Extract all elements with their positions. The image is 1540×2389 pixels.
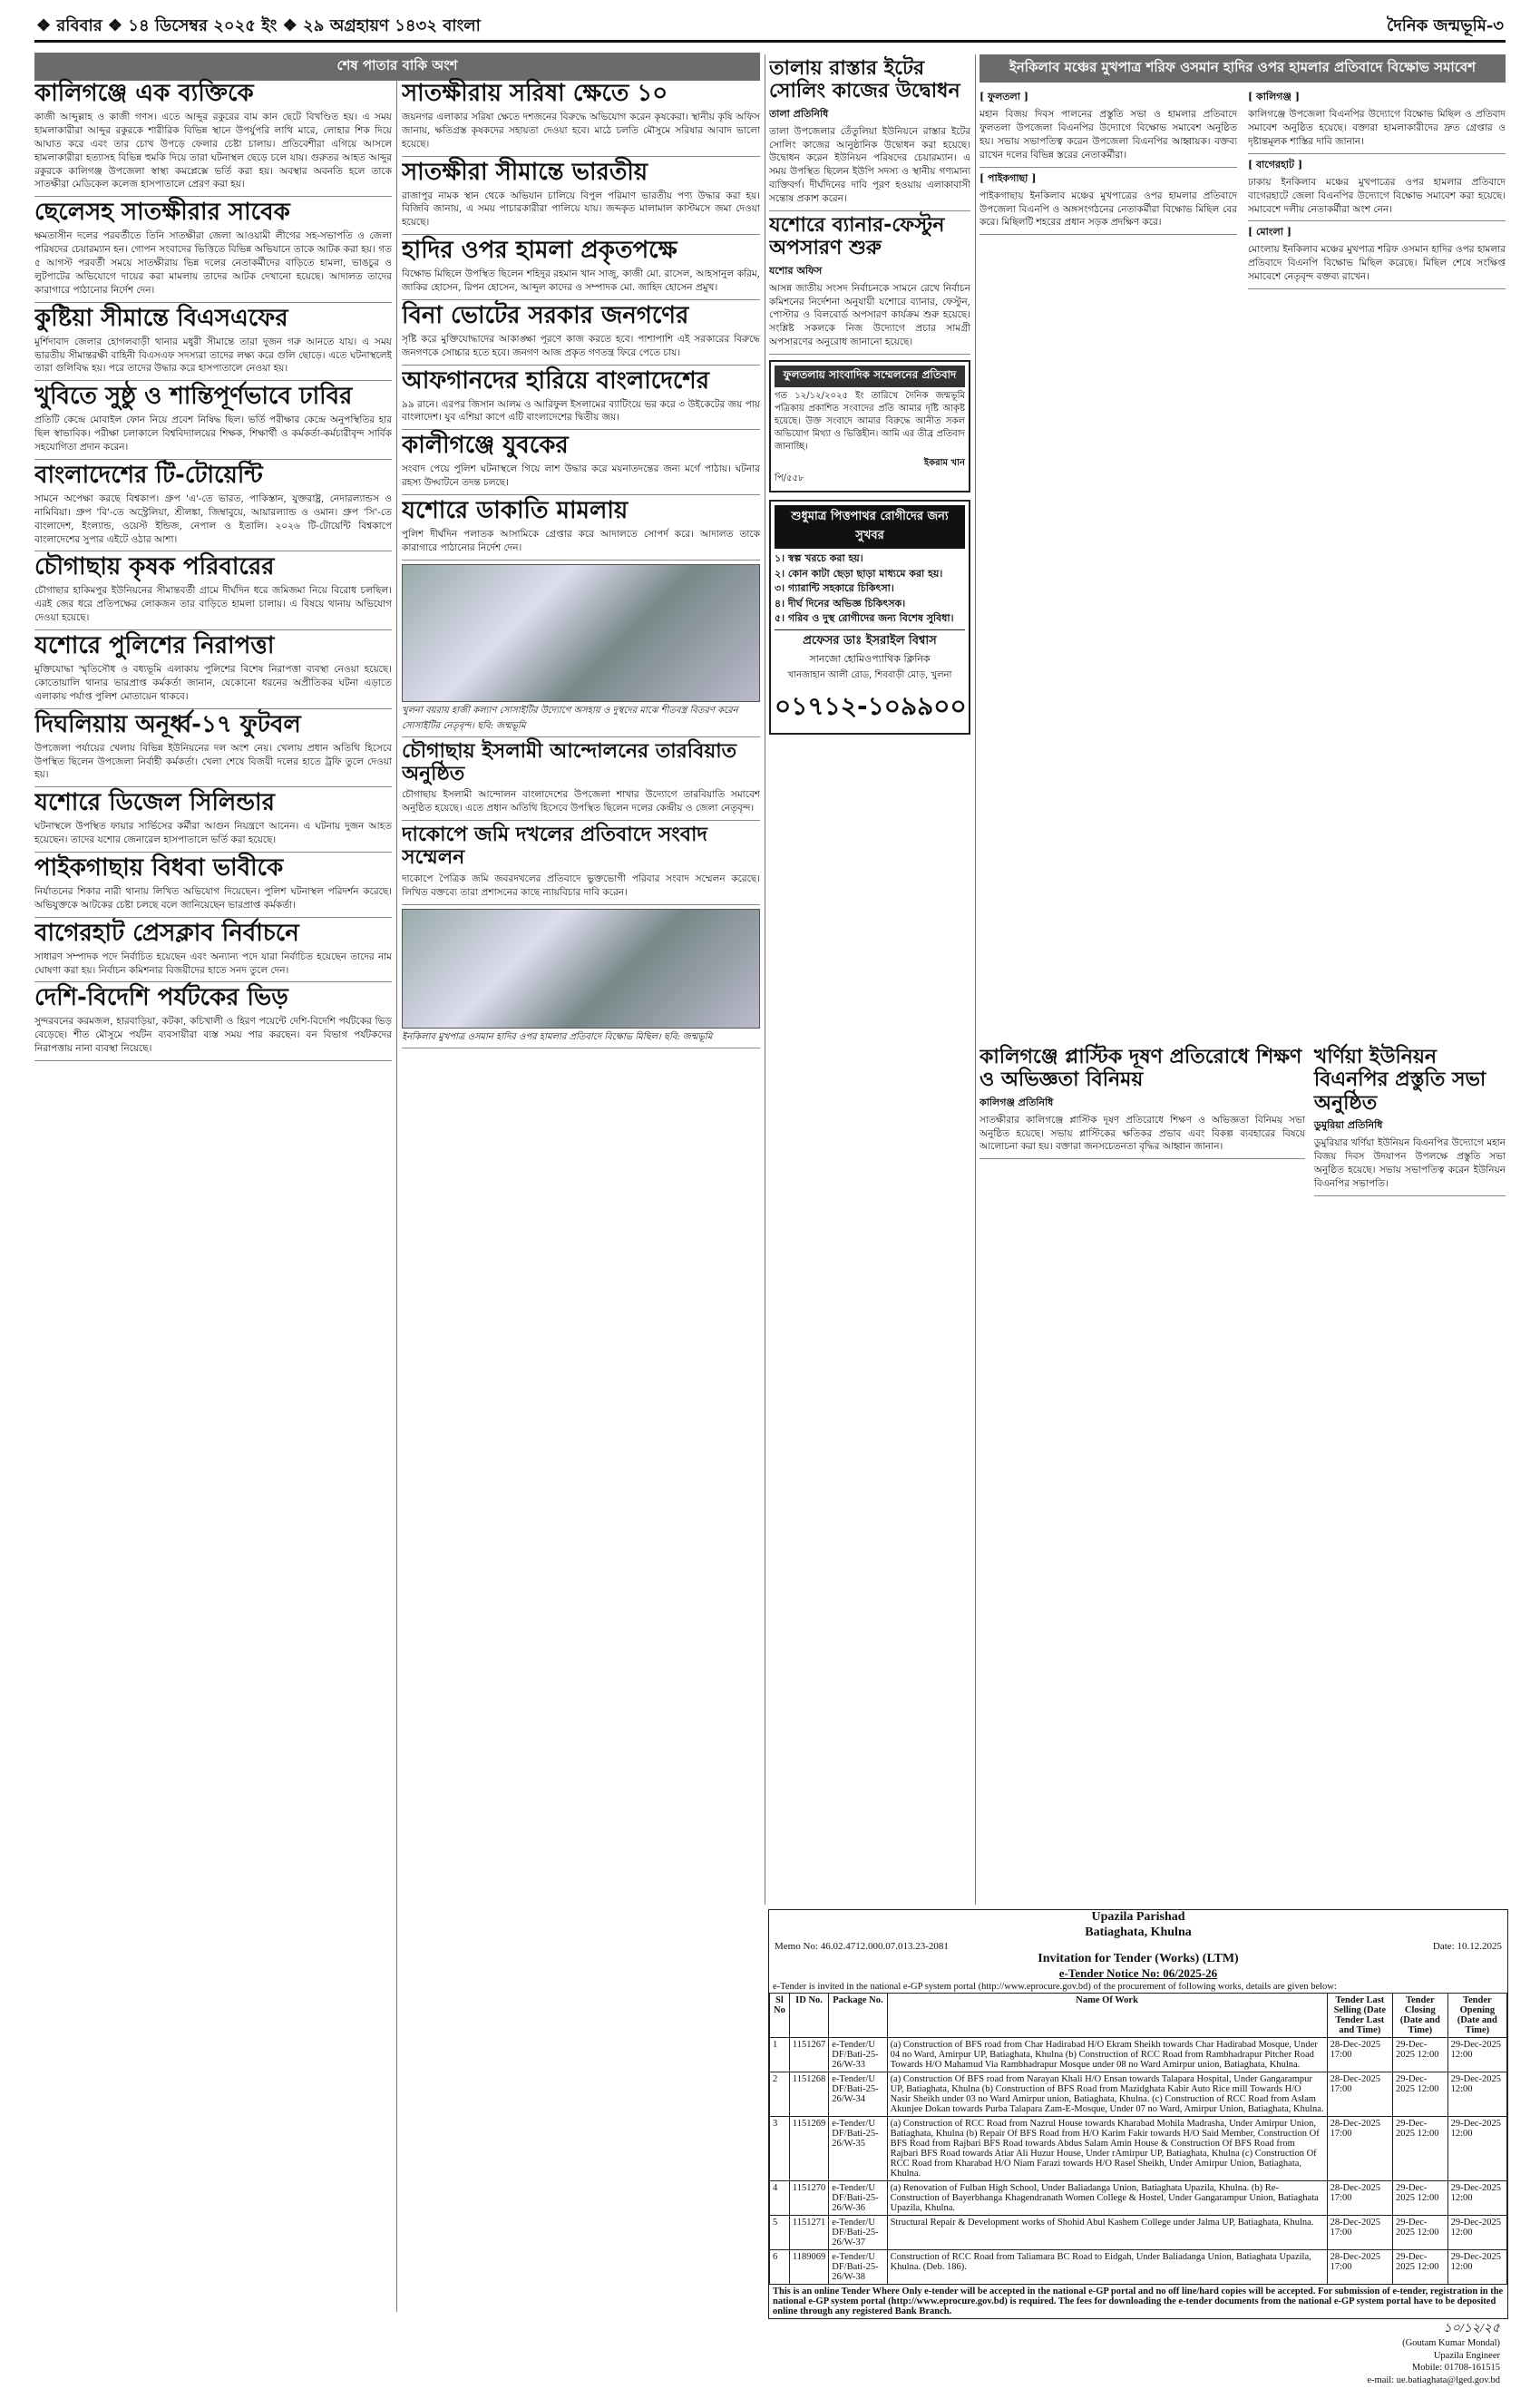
article-body: বিক্ষোভ মিছিলে উপস্থিত ছিলেন শহিদুর রহমান খান সাজু, কাজী মো. রাসেল, আহসানুল করিম, জাকির হোসেন, রিপন হোসেন, আব্দুল কাদের ও সম্পাদক মো. জাহিদ হোসেন প্রমুখ। xyxy=(402,268,760,294)
article-body: সামনে অপেক্ষা করছে বিশ্বকাপ। গ্রুপ 'এ'-তে ভারত, পাকিস্তান, যুক্তরাষ্ট্র, নেদারল্যান্ডস ও নামিবিয়া। গ্রুপ 'বি'-তে অস্ট্রেলিয়া, শ্রীলঙ্কা, জিম্বাবুয়ে, আয়ারল্যান্ড ও ওমান। গ্রুপ 'সি'-তে বাংলাদেশ, ইংল্যান্ড, ওয়েস্ট ইন্ডিজ, নেপাল ও ইতালি। ২০২৬ টি-টোয়েন্টি বিশ্বকাপে বাংলাদেশের সুপার এইটে ওঠার আশা। xyxy=(34,492,392,545)
tender-cell: 1151270 xyxy=(789,2180,828,2215)
subreport-body: ঢাকায় ইনকিলাব মঞ্চের মুখপাত্রের ওপর হামলার প্রতিবাদে বাগেরহাটে জেলা বিএনপির উদ্যোগে বিক্ষোভ সমাবেশ করা হয়েছে। সমাবেশে দলীয় নেতাকর্মীরা অংশ নেন। xyxy=(1248,176,1506,215)
section-band: শেষ পাতার বাকি অংশ xyxy=(34,53,760,81)
article-body: তালা উপজেলার তেঁতুলিয়া ইউনিয়নে রাস্তার ইটের সোলিং কাজের আনুষ্ঠানিক উদ্বোধন করা হয়েছে। উদ্বোধন করেন ইউনিয়ন পরিষদের চেয়ারম্যান। এ সময় উপস্থিত ছিলেন ইউপি সদস্য ও স্থানীয় গণ্যমান্য ব্যক্তিবর্গ। দীর্ঘদিনের দাবি পূরণ হওয়ায় এলাকাবাসী সন্তোষ প্রকাশ করেন। xyxy=(769,125,970,205)
news-article xyxy=(34,630,392,709)
news-subreport xyxy=(1248,221,1506,289)
section-band-wrap xyxy=(34,53,760,81)
tender-cell: 1151271 xyxy=(789,2215,828,2249)
table-row xyxy=(770,2215,1507,2249)
tender-column-header: Tender Last Selling (Date Tender Last and Time) xyxy=(1327,1993,1392,2037)
tender-cell: 4 xyxy=(770,2180,790,2215)
tender-cell: 29-Dec-2025 12:00 xyxy=(1392,2180,1447,2215)
article-byline: ডুমুরিয়া প্রতিনিধি xyxy=(1313,1118,1383,1131)
tender-cell: 6 xyxy=(770,2249,790,2284)
tender-cell: e-Tender/U DF/Bati-25-26/W-33 xyxy=(829,2037,887,2072)
tender-title: Invitation for Tender (Works) (LTM) xyxy=(1038,1951,1239,1965)
col4-banner: ইনকিলাব মঞ্চের মুখপাত্র শরিফ ওসমান হাদির ওপর হামলার প্রতিবাদে বিক্ষোভ সমাবেশ xyxy=(980,54,1506,83)
article-headline[interactable]: বাংলাদেশের টি-টোয়েন্টি xyxy=(34,461,263,489)
column-rule xyxy=(975,54,976,1905)
tender-cell: 28-Dec-2025 17:00 xyxy=(1327,2037,1392,2072)
tender-cell: 28-Dec-2025 17:00 xyxy=(1327,2249,1392,2284)
tender-place: Batiaghata, Khulna xyxy=(1085,1925,1192,1939)
article-headline[interactable]: দিঘলিয়ায় অনূর্ধ্ব-১৭ ফুটবল xyxy=(34,710,301,738)
ad-line: ১। স্বল্প খরচে করা হয়। xyxy=(775,552,863,565)
tender-cell: 29-Dec-2025 12:00 xyxy=(1447,2180,1506,2215)
subreport-place: [ কালিগঞ্জ ] xyxy=(1248,91,1300,102)
signature-mark: ১০/১২/২৫ xyxy=(1443,2321,1500,2335)
news-photo xyxy=(402,564,760,702)
tender-cell: 28-Dec-2025 17:00 xyxy=(1327,2072,1392,2116)
tender-cell: 1151269 xyxy=(789,2116,828,2180)
column-4-lower xyxy=(980,1043,1506,1905)
table-row xyxy=(770,2116,1507,2180)
news-article xyxy=(402,430,760,495)
tender-cell: (a) Renovation of Fulban High School, Under Baliadanga Union, Batiaghata Upazila, Khulna. (b) Re-Construction of Bayerbhanga Khagendranath Women College & Hostel, Under Gangarampur Union, Batiaghata Upazila, Khulna. xyxy=(887,2180,1327,2215)
tender-cell: 1 xyxy=(770,2037,790,2072)
page-masthead: দৈনিক জন্মভূমি-৩ xyxy=(1387,16,1504,35)
header-rule xyxy=(34,40,1506,43)
tender-column-header: ID No. xyxy=(789,1993,828,2037)
article-headline[interactable]: যশোরে ব্যানার-ফেস্টুন অপসারণ শুরু xyxy=(769,214,945,260)
tender-cell: 29-Dec-2025 12:00 xyxy=(1447,2037,1506,2072)
news-article xyxy=(402,78,760,157)
article-body: ৯৯ রানে। এরপর জিসান আলম ও আরিফুল ইসলামের ব্যাটিংয়ে ভর করে ৩ উইকেটের জয় পায় বাংলাদেশ। যুব এশিয়া কাপে এটি বাংলাদেশের দ্বিতীয় জয়। xyxy=(402,398,760,424)
article-body: প্রতিটি কেন্দ্রে মোবাইল ফোন নিয়ে প্রবেশ নিষিদ্ধ ছিল। ভর্তি পরীক্ষার কেন্দ্রে অনুপস্থিতির হার ছিল স্বাভাবিক। পরীক্ষা চলাকালে বিশ্ববিদ্যালয়ের শিক্ষক, শিক্ষার্থী ও কর্মকর্তা-কর্মচারীবৃন্দ সার্বিক সহযোগিতা প্রদান করেন। xyxy=(34,414,392,453)
news-article xyxy=(402,157,760,236)
tender-cell: 1151268 xyxy=(789,2072,828,2116)
tender-cell: 29-Dec-2025 12:00 xyxy=(1447,2072,1506,2116)
subreport-body: মোংলায় ইনকিলাব মঞ্চের মুখপাত্র শরিফ ওসমান হাদির ওপর হামলার প্রতিবাদে বিএনপি বিক্ষোভ মিছিল করেছে। মিছিল শেষে সংক্ষিপ্ত সমাবেশে নেতৃবৃন্দ বক্তব্য রাখেন। xyxy=(1248,244,1506,283)
column-2 xyxy=(402,78,760,2314)
tender-column-header: Sl No xyxy=(770,1993,790,2037)
tender-cell: Construction of RCC Road from Taliamara BC Road to Eidgah, Under Baliadanga Union, Batiaghata Upazila, Khulna. (Deb. 186). xyxy=(887,2249,1327,2284)
tender-cell: 29-Dec-2025 12:00 xyxy=(1447,2116,1506,2180)
article-headline[interactable]: আফগানদের হারিয়ে বাংলাদেশের xyxy=(402,366,709,395)
protest-notice-title: ফুলতলায় সাংবাদিক সম্মেলনের প্রতিবাদ xyxy=(775,366,965,387)
table-row xyxy=(770,2249,1507,2284)
tender-date: Date: 10.12.2025 xyxy=(1432,1940,1502,1952)
news-subreport xyxy=(1248,154,1506,222)
news-article xyxy=(769,211,970,355)
page-date-line: ❖ রবিবার ❖ ১৪ ডিসেম্বর ২০২৫ ইং ❖ ২৯ অগ্রহায়ণ ১৪৩২ বাংলা xyxy=(36,16,481,35)
article-body: দাকোপে পৈত্রিক জমি জবরদখলের প্রতিবাদে ভুক্তভোগী পরিবার সংবাদ সম্মেলন করেছে। লিখিত বক্তব্যে তারা প্রশাসনের কাছে ন্যায়বিচার দাবি করেন। xyxy=(402,873,760,898)
article-headline[interactable]: ছেলেসহ সাতক্ষীরার সাবেক xyxy=(34,199,290,227)
article-headline[interactable]: কালিগঞ্জে এক ব্যক্তিকে xyxy=(34,80,254,107)
article-body: ঘটনাস্থলে উপস্থিত ফায়ার সার্ভিসের কর্মীরা আগুন নিয়ন্ত্রণে আনেন। এ ঘটনায় দুজন আহত হয়েছেন। তাদের যশোর জেনারেল হাসপাতালে ভর্তি করা হয়েছে। xyxy=(34,821,392,846)
article-byline: যশোর অফিস xyxy=(769,264,823,277)
article-headline[interactable]: খুবিতে সুষ্ঠু ও শান্তিপূর্ণভাবে ঢাবির xyxy=(34,383,353,411)
ad-line: ২। কোন কাটা ছেড়া ছাড়া মাধ্যমে করা হয়। xyxy=(775,567,943,580)
subreport-place: [ পাইকগাছা ] xyxy=(980,171,1037,184)
tender-cell: 29-Dec-2025 12:00 xyxy=(1392,2215,1447,2249)
article-headline[interactable]: সাতক্ষীরা সীমান্তে ভারতীয় xyxy=(402,158,648,186)
article-body: জয়নগর এলাকার সরিষা ক্ষেতে দশজনের বিরুদ্ধে অভিযোগ করেন কৃষকেরা। স্থানীয় কৃষি অফিস জানায়, ক্ষতিগ্রস্ত কৃষকদের সহায়তা দেওয়া হবে। মাঠে চলতি মৌসুমে সরিষার আবাদ ভালো হয়েছে। xyxy=(402,111,760,150)
article-body: চৌগাছায় ইসলামী আন্দোলন বাংলাদেশের উপজেলা শাখার উদ্যোগে তারবিয়াতি সমাবেশ অনুষ্ঠিত হয়েছে। এতে প্রধান অতিথি হিসেবে উপস্থিত ছিলেন দলের কেন্দ্রীয় ও জেলা নেতৃবৃন্দ। xyxy=(402,789,760,814)
article-headline[interactable]: চৌগাছায় ইসলামী আন্দোলনের তারবিয়াত অনুষ্ঠিত xyxy=(402,739,737,786)
tender-cell: 28-Dec-2025 17:00 xyxy=(1327,2180,1392,2215)
article-headline[interactable]: কালীগঞ্জে যুবকের xyxy=(402,432,569,460)
photo-caption: খুলনা বয়রায় হাজী কল্যাণ সোসাইটির উদ্যোগে অসহায় ও দুস্থদের মাঝে শীতবস্ত্র বিতরণ করেন সোসাইটির নেতৃবৃন্দ। ছবি: জন্মভূমি xyxy=(402,702,760,737)
news-article xyxy=(402,300,760,366)
article-headline[interactable]: সাতক্ষীরায় সরিষা ক্ষেতে ১০ xyxy=(402,80,668,107)
article-headline[interactable]: বিনা ভোটের সরকার জনগণের xyxy=(402,301,689,329)
news-article xyxy=(34,709,392,788)
ad-line: ৪। দীর্ঘ দিনের অভিজ্ঞ চিকিৎসক। xyxy=(775,597,906,609)
article-headline[interactable]: বাগেরহাট প্রেসক্লাব নির্বাচনে xyxy=(34,919,299,947)
news-article xyxy=(34,787,392,853)
tender-column-header: Tender Closing (Date and Time) xyxy=(1392,1993,1447,2037)
article-body: পুলিশ দীর্ঘদিন পলাতক আসামিকে গ্রেপ্তার করে আদালতে সোপর্দ করে। আদালত তাকে কারাগারে পাঠানোর নির্দেশ দেন। xyxy=(402,528,760,553)
medical-ad xyxy=(769,500,970,735)
tender-cell: Structural Repair & Development works of Shohid Abul Kashem College under Jalma UP, Batiaghata, Khulna. xyxy=(887,2215,1327,2249)
news-article xyxy=(34,381,392,460)
tender-cell: 29-Dec-2025 12:00 xyxy=(1392,2072,1447,2116)
tender-cell: 28-Dec-2025 17:00 xyxy=(1327,2215,1392,2249)
tender-cell: 29-Dec-2025 12:00 xyxy=(1392,2249,1447,2284)
article-byline: তালা প্রতিনিধি xyxy=(769,107,829,120)
tender-notice-no: e-Tender Notice No: 06/2025-26 xyxy=(1058,1966,1218,1981)
tender-table xyxy=(769,1993,1507,2285)
article-body: চৌগাছার হাকিমপুর ইউনিয়নের সীমান্তবর্তী গ্রামে দীর্ঘদিন ধরে জমিজমা নিয়ে বিরোধ চলছিল। এরই জের ধরে প্রতিপক্ষের লোকজন তার বাড়িতে হামলা চালায়। এ বিষয়ে থানায় অভিযোগ দেওয়া হয়েছে। xyxy=(34,585,392,624)
news-article xyxy=(980,1043,1305,1159)
signatory-name: (Goutam Kumar Mondal) xyxy=(1402,2338,1500,2349)
signatory-title: Upazila Engineer xyxy=(1433,2350,1500,2361)
table-row xyxy=(770,2072,1507,2116)
column-4 xyxy=(980,54,1506,1038)
news-article xyxy=(402,235,760,300)
article-headline[interactable]: কুষ্টিয়া সীমান্তে বিএসএফের xyxy=(34,304,288,332)
protest-notice-sign: ইকরাম খান xyxy=(923,458,965,469)
tender-office: Upazila Parishad xyxy=(1091,1910,1185,1924)
ad-address: খানজাহান আলী রোড, শিববাড়ী মোড়, খুলনা xyxy=(787,669,952,680)
tender-notice xyxy=(768,1909,1508,2386)
tender-cell: 5 xyxy=(770,2215,790,2249)
protest-notice-ref: পি/৫৫৮ xyxy=(775,473,804,484)
tender-cell: 29-Dec-2025 12:00 xyxy=(1447,2249,1506,2284)
news-article xyxy=(34,982,392,1061)
tender-cell: 1151267 xyxy=(789,2037,828,2072)
news-article xyxy=(34,551,392,630)
article-body: ডুমুরিয়ার খর্ণিয়া ইউনিয়ন বিএনপির উদ্যোগে মহান বিজয় দিবস উদযাপন উপলক্ষে প্রস্তুতি সভা অনুষ্ঠিত হয়েছে। সভায় সভাপতিত্ব করেন ইউনিয়ন বিএনপির সভাপতি। xyxy=(1313,1136,1506,1189)
table-row xyxy=(770,2037,1507,2072)
tender-cell: e-Tender/U DF/Bati-25-26/W-35 xyxy=(829,2116,887,2180)
news-article xyxy=(34,918,392,983)
article-body: সৃষ্টি করে মুক্তিযোদ্ধাদের আকাঙ্ক্ষা পূরণে কাজ করতে হবে। পাশাপাশি এই সরকারের বিরুদ্ধে জনগণকে সোচ্চার হতে হবে। জনগণ আজ প্রকৃত গণতন্ত্র ফিরে পেতে চায়। xyxy=(402,333,760,358)
news-article xyxy=(34,78,392,197)
news-photo xyxy=(402,909,760,1029)
subreport-body: মহান বিজয় দিবস পালনের প্রস্তুতি সভা ও হামলার প্রতিবাদে ফুলতলা উপজেলা বিএনপির উদ্যোগে বিক্ষোভ সমাবেশ অনুষ্ঠিত হয়। সভায় সভাপতিত্ব করেন উপজেলা বিএনপির আহ্বায়ক। বক্তব্য রাখেন দলের বিভিন্ন স্তরের নেতাকর্মীরা। xyxy=(980,109,1237,161)
protest-notice-box xyxy=(769,360,970,492)
news-article xyxy=(402,821,760,904)
ad-line: ৫। গরিব ও দুস্থ রোগীদের জন্য বিশেষ সুবিধা। xyxy=(775,612,954,625)
column-1 xyxy=(34,78,392,2314)
article-body: কাজী আব্দুল্লাহ ও কাজী গণস। এতে আব্দুর রকুরের বাম কান ছেটে বিখণ্ডিত হয়। এ সময় হামলাকারীরা আব্দুর রকুরকে শারীরিক বিভিন্ন স্থানে উপর্যুপরি লাথি মারে, লোহার শিক দিয়ে আঘাত করে এবং তার চোখ উপড়ে ফেলার চেষ্টা চালায়। প্রতিবেশীরা এগিয়ে আসলে হামলাকারীরা হত্যাসহ বিভিন্ন হুমকি দিয়ে তারা ঘটনাস্থল ছেড়ে চলে যায়। গুরুতর আহত আব্দুর রকুরকে কালিগঞ্জ উপজেলা স্বাস্থ্য কমপ্লেক্সে ভর্তি করা হয়। অবস্থার অবনতি হলে তাকে সাতক্ষীরা মেডিকেল কলেজ হাসপাতালে প্রেরণ করা হয়। xyxy=(34,111,392,190)
article-body: মুক্তিযোদ্ধা স্মৃতিসৌধ ও বধ্যভূমি এলাকায় পুলিশের বিশেষ নিরাপত্তা ব্যবস্থা নেওয়া হয়েছে। কোতোয়ালি থানার ভারপ্রাপ্ত কর্মকর্তা জানান, যেকোনো ধরনের অপ্রীতিকর ঘটনা এড়াতে এলাকায় পর্যাপ্ত পুলিশ মোতায়েন থাকবে। xyxy=(34,663,392,702)
signatory-mobile: Mobile: 01708-161515 xyxy=(1411,2363,1500,2374)
article-body: সুন্দরবনের করমজল, হারবাড়িয়া, কটকা, কচিখালী ও হিরণ পয়েন্টে দেশি-বিদেশি পর্যটকের ভিড় বেড়েছে। শীত মৌসুমে পর্যটন ব্যবসায়ীরা ব্যস্ত সময় পার করছেন। বন বিভাগ পর্যটকদের নিরাপত্তায় নানা ব্যবস্থা নিয়েছে। xyxy=(34,1016,392,1055)
news-article xyxy=(402,495,760,561)
tender-cell: e-Tender/U DF/Bati-25-26/W-36 xyxy=(829,2180,887,2215)
tender-intro: e-Tender is invited in the national e-GP system portal (http://www.eprocure.gov.bd) of the procurement of following works, details are given below: xyxy=(773,1981,1337,1992)
lower-article-column xyxy=(980,1043,1305,1196)
news-article xyxy=(769,54,970,211)
article-headline[interactable]: হাদির ওপর হামলা প্রকৃতপক্ষে xyxy=(402,237,677,265)
news-article xyxy=(1314,1043,1506,1196)
news-subreport xyxy=(1248,86,1506,154)
article-headline[interactable]: দাকোপে জমি দখলের প্রতিবাদে সংবাদ সম্মেলন xyxy=(402,824,707,870)
article-body: রাজাপুর নামক স্থান থেকে অভিযান চালিয়ে বিপুল পরিমাণ ভারতীয় পণ্য উদ্ধার করা হয়। বিজিবি জানায়, এ সময় পাচারকারীরা পালিয়ে যায়। জব্দকৃত মালামাল কাস্টমসে জমা দেওয়া হয়েছে। xyxy=(402,190,760,229)
column-3 xyxy=(769,54,970,1905)
tender-cell: e-Tender/U DF/Bati-25-26/W-38 xyxy=(829,2249,887,2284)
ad-title: শুধুমাত্র পিত্তপাথর রোগীদের জন্য সুখবর xyxy=(775,505,965,549)
news-article xyxy=(34,460,392,552)
article-headline[interactable]: খর্ণিয়া ইউনিয়ন বিএনপির প্রস্তুতি সভা অনুষ্ঠিত xyxy=(1313,1046,1486,1115)
tender-cell: (a) Construction of RCC Road from Nazrul House towards Kharabad Mohila Madrasha, Under Amirpur Union, Batiaghata, Khulna (b) Repair Of BFS Road from H/O Karim Fakir towards H/O Said Member, Construction Of BFS Road from Rajbari BFS Road towards Abdus Salam Amin House & Construction Of BFS Road from Rajbari BFS Road towards Atiar Ali Huzur House, Under rAmirpur UP, Batiaghata, Khulna (c) Construction Of RCC Road from Kharabad H/O Niam Farazi towards H/O Rasel Sheikh, Under Amirpur Union, Batiaghata, Khulna. xyxy=(887,2116,1327,2180)
ad-phone: ০১৭১২-১০৯৯০০ xyxy=(775,690,967,721)
ad-doctor: প্রফেসর ডাঃ ইসরাইল বিশ্বাস xyxy=(775,629,965,651)
lower-article-column xyxy=(1314,1043,1506,1196)
news-subreport xyxy=(980,86,1237,168)
article-headline[interactable]: পাইকগাছায় বিধবা ভাবীকে xyxy=(34,854,284,882)
tender-footer: This is an online Tender Where Only e-tender will be accepted in the national e-GP portal and no off line/hard copies will be accepted. For submission of e-tender, registration in the national e-GP system portal (http://www.eprocure.gov.bd) is required. The fees for downloading the e-tender documents from the national e-GP system portal have to be deposited online through any registered Bank Branch. xyxy=(769,2285,1507,2319)
ad-clinic: সানজো হোমিওপ্যাথিক ক্লিনিক xyxy=(809,652,931,665)
article-body: উপজেলা পর্যায়ের খেলায় বিভিন্ন ইউনিয়নের দল অংশ নেয়। খেলায় প্রধান অতিথি হিসেবে উপস্থিত ছিলেন উপজেলা নির্বাহী কর্মকর্তা। খেলা শেষে বিজয়ী দলের হাতে ট্রফি তুলে দেওয়া হয়। xyxy=(34,742,392,781)
article-body: আসন্ন জাতীয় সংসদ নির্বাচনকে সামনে রেখে নির্বাচন কমিশনের নির্দেশনা অনুযায়ী যশোরে ব্যানার, ফেস্টুন, পোস্টার ও বিলবোর্ড অপসারণ কার্যক্রম শুরু হয়েছে। সংশ্লিষ্ট সকলকে নিজ উদ্যোগে প্রচার সামগ্রী অপসারণের অনুরোধ জানানো হয়েছে। xyxy=(769,282,970,348)
article-body: নির্যাতনের শিকার নারী থানায় লিখিত অভিযোগ দিয়েছেন। পুলিশ ঘটনাস্থল পরিদর্শন করেছে। অভিযুক্তকে আটকের চেষ্টা চলছে বলে জানিয়েছেন ভারপ্রাপ্ত কর্মকর্তা। xyxy=(34,885,392,911)
tender-column-header: Tender Opening (Date and Time) xyxy=(1447,1993,1506,2037)
tender-cell: 2 xyxy=(770,2072,790,2116)
tender-cell: (a) Construction Of BFS road from Narayan Khali H/O Ensan towards Talapara Hospital, Under Gangarampur UP, Batiaghata, Khulna (b) Construction of BFS Road from Mazidghata Kabir Auto Rice mill Towards H/O Nasir Sheikh under 03 no Ward Amirpur union, Batiaghata, Khulna. (c) Construction of RCC Road from Aslam Akunjee Dokan towards Purba Talapara Zam-E-Mosque, Under 07 no Ward, Amirpur Union, Batiaghata, Khulna. xyxy=(887,2072,1327,2116)
article-body: মুর্শিদাবাদ জেলার হোগলবাড়ী থানার মধুরী সীমান্তে তারা দুজন গরু আনতে যায়। এ সময় ভারতীয় সীমান্তরক্ষী বাহিনী বিএসএফ সদস্যরা তাদের লক্ষ্য করে গুলি ছোড়ে। এতে ঘটনাস্থলেই তারা গুলিবিদ্ধ হয়। পরে তাদের উদ্ধার করে হাসপাতালে নেওয়া হয়। xyxy=(34,336,392,375)
news-subreport xyxy=(980,168,1237,236)
tender-cell: 29-Dec-2025 12:00 xyxy=(1447,2215,1506,2249)
protest-notice-body: গত ১২/১২/২০২৫ ইং তারিখে দৈনিক জন্মভূমি পত্রিকায় প্রকাশিত সংবাদের প্রতি আমার দৃষ্টি আকৃষ্ট হয়েছে। উক্ত সংবাদে আমার বিরুদ্ধে আনীত সকল অভিযোগ মিথ্যা ও ভিত্তিহীন। আমি এর তীব্র প্রতিবাদ জানাচ্ছি। xyxy=(775,391,965,453)
photo-caption: ইনকিলাব মুখপাত্র ওসমান হাদির ওপর হামলার প্রতিবাদে বিক্ষোভ মিছিল। ছবি: জন্মভূমি xyxy=(402,1029,760,1048)
subreport-body: পাইকগাছায় ইনকিলাব মঞ্চের মুখপাত্রের ওপর হামলার প্রতিবাদে উপজেলা বিএনপি ও অঙ্গসংগঠনের নেতাকর্মীরা বিক্ষোভ মিছিল বের করে। মিছিলটি শহরের প্রধান সড়ক প্রদক্ষিণ করে। xyxy=(980,190,1237,229)
article-body: ক্ষমতাসীন দলের পরবর্তীতে তিনি সাতক্ষীরা জেলা আওয়ামী লীগের সহ-সভাপতি ও জেলা পরিষদের চেয়ারম্যান হন। গোপন সংবাদের ভিত্তিতে বিভিন্ন অভিযানে তাকে আটক করা হয়। গত ৫ আগস্ট পরবর্তী সময়ে সাতক্ষীরায় ভিন্ন দলের নেতাকর্মীদের বাড়িতে হামলা, ভাঙচুর ও লুটপাটের অভিযোগে দায়ের করা মামলায় তাদের আটক দেখানো হয়েছে। আদালত তাদের কারাগারে পাঠানোর নির্দেশ দেন। xyxy=(34,230,392,296)
subreport-place: [ ফুলতলা ] xyxy=(980,91,1028,102)
tender-memo: Memo No: 46.02.4712.000.07.013.23-2081 xyxy=(775,1940,949,1952)
news-article xyxy=(402,737,760,821)
subreport-place: [ মোংলা ] xyxy=(1248,226,1291,239)
ad-line: ৩। গ্যারান্টি সহকারে চিকিৎসা। xyxy=(775,582,894,595)
tender-column-header: Package No. xyxy=(829,1993,887,2037)
article-headline[interactable]: কালিগঞ্জে প্লাস্টিক দূষণ প্রতিরোধে শিক্ষণ ও অভিজ্ঞতা বিনিময় xyxy=(980,1046,1302,1092)
article-headline[interactable]: দেশি-বিদেশি পর্যটকের ভিড় xyxy=(34,984,288,1012)
subreport-place: [ বাগেরহাট ] xyxy=(1248,158,1303,171)
article-body: সংবাদ পেয়ে পুলিশ ঘটনাস্থলে গিয়ে লাশ উদ্ধার করে ময়নাতদন্তের জন্য মর্গে পাঠায়। ঘটনার রহস্য উদ্ঘাটনে তদন্ত চলছে। xyxy=(402,463,760,489)
tender-cell: e-Tender/U DF/Bati-25-26/W-37 xyxy=(829,2215,887,2249)
news-article xyxy=(34,853,392,918)
tender-cell: 29-Dec-2025 12:00 xyxy=(1392,2037,1447,2072)
tender-cell: e-Tender/U DF/Bati-25-26/W-34 xyxy=(829,2072,887,2116)
tender-cell: 1189069 xyxy=(789,2249,828,2284)
article-byline: কালিগঞ্জ প্রতিনিধি xyxy=(980,1096,1054,1108)
tender-cell: 3 xyxy=(770,2116,790,2180)
article-body: সাতক্ষীরার কালিগঞ্জে প্লাস্টিক দূষণ প্রতিরোধে শিক্ষণ ও অভিজ্ঞতা বিনিময় সভা অনুষ্ঠিত হয়েছে। সভায় প্লাস্টিকের ক্ষতিকর প্রভাব এবং বিকল্প ব্যবহারের বিষয়ে আলোচনা করা হয়। বক্তারা জনসচেতনতা বৃদ্ধির আহ্বান জানান। xyxy=(980,1114,1305,1153)
article-headline[interactable]: চৌগাছায় কৃষক পরিবারের xyxy=(34,553,275,581)
article-headline[interactable]: যশোরে পুলিশের নিরাপত্তা xyxy=(34,632,275,660)
column-rule xyxy=(396,76,397,2312)
tender-cell: 28-Dec-2025 17:00 xyxy=(1327,2116,1392,2180)
news-article xyxy=(34,303,392,382)
table-row xyxy=(770,2180,1507,2215)
tender-column-header: Name Of Work xyxy=(887,1993,1327,2037)
article-headline[interactable]: যশোরে ডিজেল সিলিন্ডার xyxy=(34,789,275,817)
news-article xyxy=(402,366,760,431)
tender-cell: (a) Construction of BFS road from Char Hadirabad H/O Ekram Sheikh towards Char Hadirabad Mosque, Under 04 no Ward, Amirpur UP, Batiaghata, Khulna (b) Construction of RCC Road from Rambhadrapur Pitcher Road Towards H/O Mahamud Via Rambhadrapur Mosque under 08 no Ward Amirpur union, Batiaghata, Khulna. xyxy=(887,2037,1327,2072)
subreport-body: কালিগঞ্জে উপজেলা বিএনপির উদ্যোগে বিক্ষোভ মিছিল ও প্রতিবাদ সমাবেশ অনুষ্ঠিত হয়েছে। বক্তারা হামলাকারীদের দ্রুত গ্রেপ্তার ও দৃষ্টান্তমূলক শাস্তির দাবি জানান। xyxy=(1248,109,1506,147)
article-headline[interactable]: যশোরে ডাকাতি মামলায় xyxy=(402,497,629,525)
tender-cell: 29-Dec-2025 12:00 xyxy=(1392,2116,1447,2180)
signatory-email: e-mail: ue.batiaghata@lged.gov.bd xyxy=(1367,2375,1500,2386)
article-headline[interactable]: তালায় রাস্তার ইটের সোলিং কাজের উদ্বোধন xyxy=(769,57,960,103)
news-article xyxy=(34,197,392,302)
article-body: সাধারণ সম্পাদক পদে নির্বাচিত হয়েছেন এবং অন্যান্য পদে যারা নির্বাচিত হয়েছেন তাদের নাম ঘোষণা করা হয়। নির্বাচন কমিশনার বিজয়ীদের হাতে সনদ তুলে দেন। xyxy=(34,951,392,976)
